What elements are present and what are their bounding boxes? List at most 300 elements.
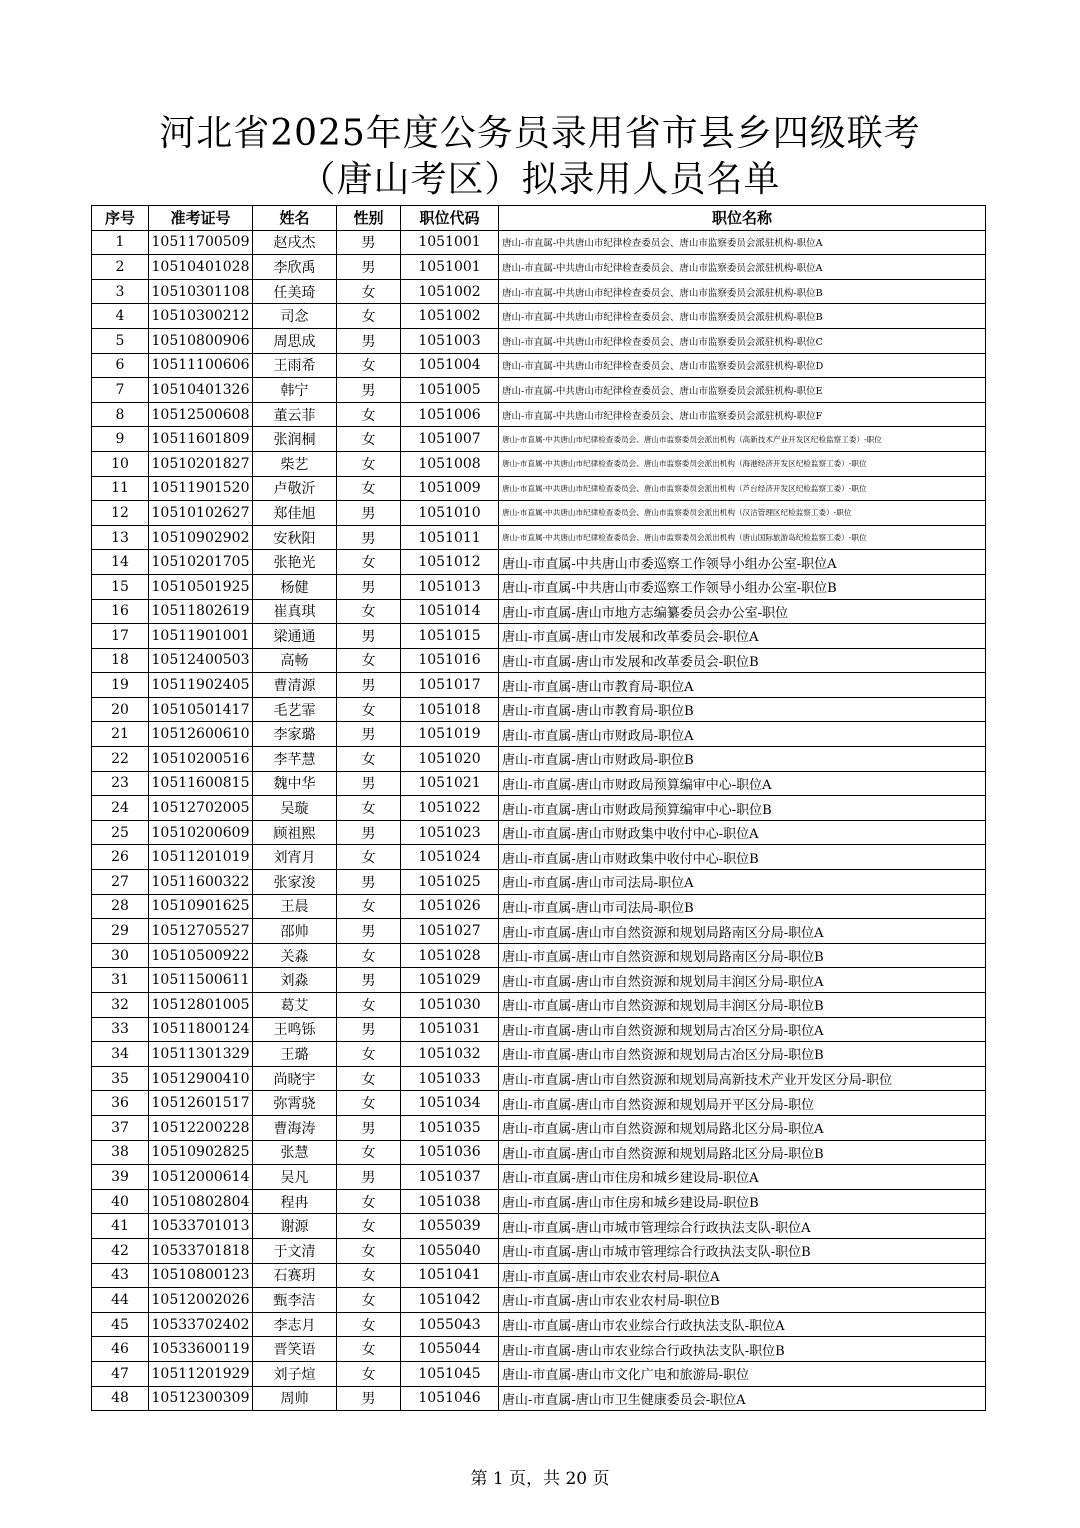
table-row: [92, 968, 986, 993]
cell-position-code: 1051033: [401, 1066, 499, 1091]
cell-gender: 女: [337, 1066, 401, 1091]
cell-gender: 男: [337, 1165, 401, 1190]
cell-seq: 35: [92, 1066, 149, 1091]
cell-name: 郑佳旭: [253, 501, 337, 526]
cell-seq: 48: [92, 1386, 149, 1411]
table-row: [92, 870, 986, 895]
cell-position-code: 1051003: [401, 328, 499, 353]
cell-exam-id: 10511700509: [149, 230, 253, 255]
cell-gender: 女: [337, 550, 401, 575]
cell-position-name: 唐山-市直属-中共唐山市纪律检查委员会、唐山市监察委员会派出机构（汉沽管理区纪检监察工委）-职位: [499, 501, 986, 526]
table-body: [92, 230, 986, 1411]
cell-seq: 30: [92, 943, 149, 968]
table-row: [92, 427, 986, 452]
table-header-row: [92, 206, 986, 231]
cell-name: 刘宵月: [253, 845, 337, 870]
cell-name: 葛艾: [253, 993, 337, 1018]
cell-gender: 男: [337, 1115, 401, 1140]
cell-position-code: 1051006: [401, 402, 499, 427]
cell-position-code: 1055040: [401, 1238, 499, 1263]
cell-exam-id: 10533702402: [149, 1312, 253, 1337]
cell-position-name: 唐山-市直属-唐山市农业农村局-职位A: [499, 1263, 986, 1288]
cell-exam-id: 10510300212: [149, 304, 253, 329]
cell-gender: 女: [337, 427, 401, 452]
header-exam-id: 准考证号: [149, 206, 253, 231]
page-footer: 第 1 页，共 20 页: [470, 1469, 610, 1489]
cell-seq: 8: [92, 402, 149, 427]
cell-seq: 34: [92, 1042, 149, 1067]
cell-seq: 45: [92, 1312, 149, 1337]
cell-seq: 43: [92, 1263, 149, 1288]
cell-position-code: 1051038: [401, 1189, 499, 1214]
cell-position-code: 1051002: [401, 304, 499, 329]
table-row: [92, 820, 986, 845]
cell-exam-id: 10510201827: [149, 451, 253, 476]
table-row: [92, 1386, 986, 1411]
cell-position-code: 1051034: [401, 1091, 499, 1116]
table-row: [92, 304, 986, 329]
table-row: [92, 574, 986, 599]
cell-gender: 女: [337, 747, 401, 772]
cell-name: 任美琦: [253, 279, 337, 304]
cell-name: 刘子煊: [253, 1361, 337, 1386]
header-seq: 序号: [92, 206, 149, 231]
cell-gender: 女: [337, 993, 401, 1018]
table-row: [92, 1288, 986, 1313]
cell-exam-id: 10511601809: [149, 427, 253, 452]
cell-seq: 27: [92, 870, 149, 895]
page-title: 河北省2025年度公务员录用省市县乡四级联考: [159, 113, 921, 154]
cell-seq: 9: [92, 427, 149, 452]
cell-position-code: 1051011: [401, 525, 499, 550]
table-row: [92, 279, 986, 304]
cell-position-name: 唐山-市直属-中共唐山市纪律检查委员会、唐山市监察委员会派出机构（唐山国际旅游岛纪检监察工委）-职位: [499, 525, 986, 550]
cell-seq: 21: [92, 722, 149, 747]
table-row: [92, 1066, 986, 1091]
cell-name: 王璐: [253, 1042, 337, 1067]
cell-gender: 女: [337, 304, 401, 329]
cell-exam-id: 10533701013: [149, 1214, 253, 1239]
cell-exam-id: 10511901001: [149, 624, 253, 649]
cell-exam-id: 10510902825: [149, 1140, 253, 1165]
cell-exam-id: 10512000614: [149, 1165, 253, 1190]
cell-name: 王鸣铄: [253, 1017, 337, 1042]
table-row: [92, 624, 986, 649]
cell-position-name: 唐山-市直属-唐山市财政局-职位B: [499, 747, 986, 772]
cell-exam-id: 10512300309: [149, 1386, 253, 1411]
cell-gender: 女: [337, 599, 401, 624]
cell-name: 谢源: [253, 1214, 337, 1239]
cell-seq: 36: [92, 1091, 149, 1116]
cell-gender: 男: [337, 574, 401, 599]
cell-exam-id: 10511902405: [149, 673, 253, 698]
cell-gender: 男: [337, 525, 401, 550]
table-row: [92, 1238, 986, 1263]
cell-name: 李家璐: [253, 722, 337, 747]
cell-position-name: 唐山-市直属-唐山市自然资源和规划局路北区分局-职位A: [499, 1115, 986, 1140]
table-row: [92, 1115, 986, 1140]
cell-position-name: 唐山-市直属-中共唐山市纪律检查委员会、唐山市监察委员会派出机构（芦台经济开发区纪检监察工委）-职位: [499, 476, 986, 501]
cell-gender: 男: [337, 673, 401, 698]
cell-seq: 19: [92, 673, 149, 698]
cell-gender: 男: [337, 870, 401, 895]
cell-position-name: 唐山-市直属-唐山市自然资源和规划局开平区分局-职位: [499, 1091, 986, 1116]
cell-position-name: 唐山-市直属-中共唐山市纪律检查委员会、唐山市监察委员会派驻机构-职位B: [499, 279, 986, 304]
cell-name: 吴凡: [253, 1165, 337, 1190]
cell-position-code: 1051045: [401, 1361, 499, 1386]
cell-position-code: 1055039: [401, 1214, 499, 1239]
cell-seq: 5: [92, 328, 149, 353]
cell-name: 曹海涛: [253, 1115, 337, 1140]
table-row: [92, 255, 986, 280]
cell-name: 顾祖熙: [253, 820, 337, 845]
cell-seq: 39: [92, 1165, 149, 1190]
cell-position-code: 1051005: [401, 378, 499, 403]
cell-position-name: 唐山-市直属-中共唐山市纪律检查委员会、唐山市监察委员会派驻机构-职位A: [499, 230, 986, 255]
table-row: [92, 1312, 986, 1337]
cell-position-code: 1051002: [401, 279, 499, 304]
cell-seq: 40: [92, 1189, 149, 1214]
table-row: [92, 993, 986, 1018]
cell-position-name: 唐山-市直属-中共唐山市纪律检查委员会、唐山市监察委员会派驻机构-职位C: [499, 328, 986, 353]
cell-seq: 37: [92, 1115, 149, 1140]
cell-position-name: 唐山-市直属-中共唐山市纪律检查委员会、唐山市监察委员会派驻机构-职位D: [499, 353, 986, 378]
cell-seq: 17: [92, 624, 149, 649]
cell-gender: 女: [337, 279, 401, 304]
cell-seq: 28: [92, 894, 149, 919]
cell-exam-id: 10512400503: [149, 648, 253, 673]
cell-exam-id: 10510800906: [149, 328, 253, 353]
cell-position-code: 1051037: [401, 1165, 499, 1190]
cell-position-code: 1051009: [401, 476, 499, 501]
cell-name: 甄李洁: [253, 1288, 337, 1313]
cell-position-code: 1055043: [401, 1312, 499, 1337]
cell-position-code: 1051012: [401, 550, 499, 575]
cell-position-name: 唐山-市直属-唐山市财政局预算编审中心-职位B: [499, 796, 986, 821]
cell-seq: 15: [92, 574, 149, 599]
cell-position-name: 唐山-市直属-唐山市司法局-职位A: [499, 870, 986, 895]
cell-position-name: 唐山-市直属-唐山市农业综合行政执法支队-职位B: [499, 1337, 986, 1362]
cell-gender: 男: [337, 230, 401, 255]
cell-gender: 男: [337, 328, 401, 353]
cell-name: 梁通通: [253, 624, 337, 649]
cell-name: 曹清源: [253, 673, 337, 698]
header-position-name: 职位名称: [499, 206, 986, 231]
cell-exam-id: 10511800124: [149, 1017, 253, 1042]
cell-gender: 男: [337, 919, 401, 944]
cell-seq: 25: [92, 820, 149, 845]
cell-name: 赵戌杰: [253, 230, 337, 255]
cell-exam-id: 10510301108: [149, 279, 253, 304]
cell-position-code: 1051042: [401, 1288, 499, 1313]
cell-gender: 女: [337, 476, 401, 501]
cell-name: 张艳光: [253, 550, 337, 575]
cell-gender: 男: [337, 255, 401, 280]
cell-position-name: 唐山-市直属-中共唐山市委巡察工作领导小组办公室-职位B: [499, 574, 986, 599]
cell-seq: 41: [92, 1214, 149, 1239]
cell-name: 毛艺霏: [253, 697, 337, 722]
cell-name: 韩宁: [253, 378, 337, 403]
cell-exam-id: 10512702005: [149, 796, 253, 821]
cell-name: 晋笑语: [253, 1337, 337, 1362]
cell-position-code: 1051001: [401, 230, 499, 255]
cell-name: 周思成: [253, 328, 337, 353]
cell-position-code: 1051027: [401, 919, 499, 944]
cell-seq: 3: [92, 279, 149, 304]
cell-seq: 1: [92, 230, 149, 255]
cell-gender: 男: [337, 820, 401, 845]
cell-position-code: 1051007: [401, 427, 499, 452]
cell-name: 柴艺: [253, 451, 337, 476]
table-row: [92, 796, 986, 821]
cell-position-code: 1051041: [401, 1263, 499, 1288]
cell-position-code: 1051008: [401, 451, 499, 476]
cell-position-code: 1051026: [401, 894, 499, 919]
cell-position-name: 唐山-市直属-唐山市财政集中收付中心-职位B: [499, 845, 986, 870]
cell-position-name: 唐山-市直属-中共唐山市纪律检查委员会、唐山市监察委员会派驻机构-职位F: [499, 402, 986, 427]
cell-seq: 7: [92, 378, 149, 403]
table-row: [92, 1017, 986, 1042]
table-row: [92, 378, 986, 403]
cell-exam-id: 10510901625: [149, 894, 253, 919]
cell-name: 吴璇: [253, 796, 337, 821]
cell-position-code: 1055044: [401, 1337, 499, 1362]
cell-seq: 10: [92, 451, 149, 476]
cell-exam-id: 10511901520: [149, 476, 253, 501]
table-row: [92, 771, 986, 796]
cell-exam-id: 10511301329: [149, 1042, 253, 1067]
cell-exam-id: 10510800123: [149, 1263, 253, 1288]
cell-position-code: 1051029: [401, 968, 499, 993]
cell-position-name: 唐山-市直属-唐山市教育局-职位B: [499, 697, 986, 722]
header-position-code: 职位代码: [401, 206, 499, 231]
cell-gender: 女: [337, 697, 401, 722]
cell-seq: 6: [92, 353, 149, 378]
cell-position-name: 唐山-市直属-唐山市发展和改革委员会-职位A: [499, 624, 986, 649]
cell-position-name: 唐山-市直属-唐山市自然资源和规划局高新技术产业开发区分局-职位: [499, 1066, 986, 1091]
cell-position-name: 唐山-市直属-唐山市地方志编纂委员会办公室-职位: [499, 599, 986, 624]
cell-name: 杨健: [253, 574, 337, 599]
table-row: [92, 501, 986, 526]
cell-position-name: 唐山-市直属-唐山市财政局预算编审中心-职位A: [499, 771, 986, 796]
table-row: [92, 328, 986, 353]
cell-position-code: 1051001: [401, 255, 499, 280]
cell-position-code: 1051028: [401, 943, 499, 968]
cell-gender: 女: [337, 943, 401, 968]
cell-exam-id: 10510501417: [149, 697, 253, 722]
cell-position-name: 唐山-市直属-唐山市自然资源和规划局丰润区分局-职位A: [499, 968, 986, 993]
cell-exam-id: 10510902902: [149, 525, 253, 550]
table-row: [92, 451, 986, 476]
cell-exam-id: 10512900410: [149, 1066, 253, 1091]
cell-gender: 女: [337, 1361, 401, 1386]
cell-exam-id: 10511600322: [149, 870, 253, 895]
cell-exam-id: 10511100606: [149, 353, 253, 378]
cell-position-code: 1051022: [401, 796, 499, 821]
cell-gender: 女: [337, 1140, 401, 1165]
cell-seq: 22: [92, 747, 149, 772]
cell-gender: 女: [337, 1214, 401, 1239]
cell-name: 魏中华: [253, 771, 337, 796]
cell-position-name: 唐山-市直属-中共唐山市纪律检查委员会、唐山市监察委员会派驻机构-职位E: [499, 378, 986, 403]
header-name: 姓名: [253, 206, 337, 231]
cell-position-name: 唐山-市直属-中共唐山市委巡察工作领导小组办公室-职位A: [499, 550, 986, 575]
table-row: [92, 525, 986, 550]
cell-seq: 2: [92, 255, 149, 280]
cell-exam-id: 10510802804: [149, 1189, 253, 1214]
cell-position-name: 唐山-市直属-唐山市教育局-职位A: [499, 673, 986, 698]
cell-seq: 26: [92, 845, 149, 870]
cell-exam-id: 10510200609: [149, 820, 253, 845]
cell-name: 程冉: [253, 1189, 337, 1214]
cell-exam-id: 10533701818: [149, 1238, 253, 1263]
cell-position-name: 唐山-市直属-唐山市发展和改革委员会-职位B: [499, 648, 986, 673]
cell-exam-id: 10510501925: [149, 574, 253, 599]
cell-exam-id: 10512705527: [149, 919, 253, 944]
cell-seq: 42: [92, 1238, 149, 1263]
table-row: [92, 943, 986, 968]
table-row: [92, 599, 986, 624]
cell-position-name: 唐山-市直属-唐山市城市管理综合行政执法支队-职位B: [499, 1238, 986, 1263]
cell-exam-id: 10510401326: [149, 378, 253, 403]
table-row: [92, 402, 986, 427]
page-subtitle: （唐山考区）拟录用人员名单: [299, 159, 781, 200]
cell-position-name: 唐山-市直属-唐山市财政集中收付中心-职位A: [499, 820, 986, 845]
cell-exam-id: 10510200516: [149, 747, 253, 772]
cell-position-code: 1051020: [401, 747, 499, 772]
cell-position-code: 1051023: [401, 820, 499, 845]
cell-position-name: 唐山-市直属-唐山市自然资源和规划局路南区分局-职位A: [499, 919, 986, 944]
cell-gender: 女: [337, 402, 401, 427]
table-row: [92, 1165, 986, 1190]
cell-name: 关淼: [253, 943, 337, 968]
cell-name: 司念: [253, 304, 337, 329]
cell-gender: 男: [337, 1017, 401, 1042]
table-row: [92, 894, 986, 919]
cell-name: 尚晓宇: [253, 1066, 337, 1091]
cell-position-code: 1051031: [401, 1017, 499, 1042]
cell-gender: 女: [337, 1312, 401, 1337]
cell-name: 石赛玥: [253, 1263, 337, 1288]
cell-exam-id: 10511802619: [149, 599, 253, 624]
cell-gender: 女: [337, 845, 401, 870]
cell-exam-id: 10510401028: [149, 255, 253, 280]
table-row: [92, 1214, 986, 1239]
cell-gender: 男: [337, 771, 401, 796]
table-row: [92, 1189, 986, 1214]
cell-name: 王晨: [253, 894, 337, 919]
cell-seq: 44: [92, 1288, 149, 1313]
cell-position-name: 唐山-市直属-中共唐山市纪律检查委员会、唐山市监察委员会派驻机构-职位B: [499, 304, 986, 329]
cell-gender: 女: [337, 796, 401, 821]
cell-exam-id: 10511201929: [149, 1361, 253, 1386]
cell-seq: 32: [92, 993, 149, 1018]
cell-name: 董云菲: [253, 402, 337, 427]
cell-gender: 男: [337, 624, 401, 649]
cell-gender: 女: [337, 1091, 401, 1116]
cell-gender: 女: [337, 451, 401, 476]
cell-position-name: 唐山-市直属-唐山市农业农村局-职位B: [499, 1288, 986, 1313]
cell-name: 邵帅: [253, 919, 337, 944]
table-row: [92, 697, 986, 722]
cell-position-name: 唐山-市直属-唐山市农业综合行政执法支队-职位A: [499, 1312, 986, 1337]
cell-position-name: 唐山-市直属-唐山市自然资源和规划局古冶区分局-职位A: [499, 1017, 986, 1042]
table-row: [92, 673, 986, 698]
table-row: [92, 1337, 986, 1362]
cell-position-code: 1051025: [401, 870, 499, 895]
table-row: [92, 476, 986, 501]
cell-exam-id: 10511500611: [149, 968, 253, 993]
cell-seq: 16: [92, 599, 149, 624]
table-row: [92, 1263, 986, 1288]
cell-seq: 23: [92, 771, 149, 796]
cell-gender: 女: [337, 894, 401, 919]
cell-position-code: 1051035: [401, 1115, 499, 1140]
cell-position-name: 唐山-市直属-唐山市自然资源和规划局丰润区分局-职位B: [499, 993, 986, 1018]
cell-name: 李芊慧: [253, 747, 337, 772]
cell-name: 张润桐: [253, 427, 337, 452]
cell-seq: 12: [92, 501, 149, 526]
cell-position-name: 唐山-市直属-中共唐山市纪律检查委员会、唐山市监察委员会派出机构（海港经济开发区纪检监察工委）-职位: [499, 451, 986, 476]
cell-exam-id: 10512500608: [149, 402, 253, 427]
cell-name: 周帅: [253, 1386, 337, 1411]
cell-gender: 女: [337, 1238, 401, 1263]
cell-seq: 33: [92, 1017, 149, 1042]
cell-position-name: 唐山-市直属-唐山市自然资源和规划局路北区分局-职位B: [499, 1140, 986, 1165]
cell-position-code: 1051021: [401, 771, 499, 796]
cell-name: 高畅: [253, 648, 337, 673]
cell-position-code: 1051032: [401, 1042, 499, 1067]
cell-position-name: 唐山-市直属-唐山市财政局-职位A: [499, 722, 986, 747]
table-row: [92, 353, 986, 378]
cell-position-code: 1051016: [401, 648, 499, 673]
table-row: [92, 1091, 986, 1116]
table-row: [92, 550, 986, 575]
cell-name: 张慧: [253, 1140, 337, 1165]
cell-seq: 47: [92, 1361, 149, 1386]
cell-position-name: 唐山-市直属-唐山市卫生健康委员会-职位A: [499, 1386, 986, 1411]
table-row: [92, 1140, 986, 1165]
cell-name: 李志月: [253, 1312, 337, 1337]
cell-exam-id: 10512600610: [149, 722, 253, 747]
cell-gender: 男: [337, 722, 401, 747]
cell-exam-id: 10512002026: [149, 1288, 253, 1313]
cell-gender: 女: [337, 648, 401, 673]
cell-position-code: 1051019: [401, 722, 499, 747]
cell-gender: 女: [337, 1288, 401, 1313]
cell-name: 崔真琪: [253, 599, 337, 624]
cell-seq: 29: [92, 919, 149, 944]
cell-name: 张家浚: [253, 870, 337, 895]
cell-position-name: 唐山-市直属-中共唐山市纪律检查委员会、唐山市监察委员会派驻机构-职位A: [499, 255, 986, 280]
cell-gender: 男: [337, 501, 401, 526]
cell-exam-id: 10510102627: [149, 501, 253, 526]
cell-position-code: 1051017: [401, 673, 499, 698]
cell-gender: 男: [337, 378, 401, 403]
table-row: [92, 919, 986, 944]
cell-seq: 24: [92, 796, 149, 821]
cell-exam-id: 10512200228: [149, 1115, 253, 1140]
cell-name: 弥霄骁: [253, 1091, 337, 1116]
table-row: [92, 722, 986, 747]
cell-gender: 女: [337, 1337, 401, 1362]
table-row: [92, 230, 986, 255]
cell-exam-id: 10511201019: [149, 845, 253, 870]
cell-position-code: 1051030: [401, 993, 499, 1018]
cell-seq: 20: [92, 697, 149, 722]
cell-position-name: 唐山-市直属-中共唐山市纪律检查委员会、唐山市监察委员会派出机构（高新技术产业开发区纪检监察工委）-职位: [499, 427, 986, 452]
cell-name: 卢敬沂: [253, 476, 337, 501]
